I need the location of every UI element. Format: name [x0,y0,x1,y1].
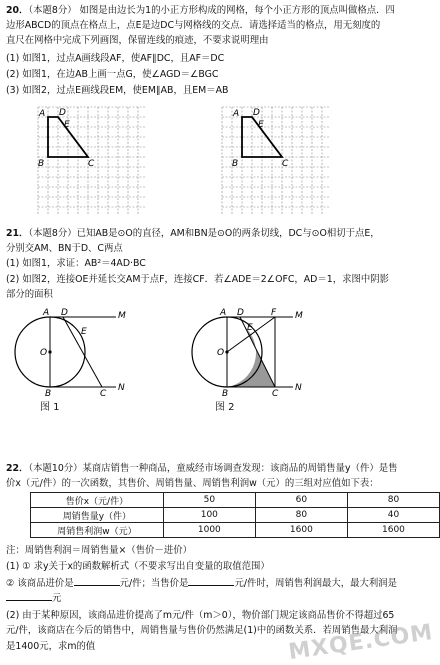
row-label: 周销售量y（件） [31,508,164,523]
q21-item2: (2) 如图2，连接OE并延长交AM于点F，连接CF．若∠ADE＝2∠OFC，AD＝1，求图中阴影 [6,274,389,285]
label-b: B [222,389,229,397]
grid-lines [222,107,330,215]
table-cell: 60 [255,493,347,508]
q21-figure-1 [8,305,136,397]
table-row [31,508,440,523]
table-cell: 80 [347,493,439,508]
table-cell: 1600 [347,523,439,538]
q22-item4: (2) 由于某种原因，该商品进价提高了m元/件（m＞0），物价部门规定该商品售价不得超过65 [6,610,395,621]
sales-table [30,492,440,538]
q20-line1: 20．（本题8分） 如图是由边长为1的小正方形构成的网格，每个小正方形的顶点叫做格点．四 [6,5,395,16]
label-c: C [88,159,95,169]
watermark-logo: MXQE.COM [287,619,436,665]
q20-item2: (2) 如图1，在边AB上画一点G，使∠AGD＝∠BGC [6,69,219,80]
label-d: D [253,108,260,118]
label-m: M [295,311,303,321]
q21-figure-2 [185,305,313,397]
label-b: B [38,159,45,169]
label-e: E [81,327,87,337]
label-e: E [247,323,253,333]
table-cell: 100 [163,508,255,523]
label-d: D [59,108,66,118]
q21-figure-1-caption: 图 1 [40,402,60,413]
answer-blank [74,576,120,586]
table-cell: 80 [255,508,347,523]
q22-item5: 元/件，该商店在今后的销售中，周销售量与售价仍然满足(1)中的函数关系．若周销售最大利润 [6,625,398,636]
label-d: D [237,308,244,318]
q22-number: 22． [6,463,29,474]
label-a: A [39,109,46,119]
q21-item1: (1) 如图1，求证：AB²＝4AD·BC [6,258,146,269]
q20-line2: 边形ABCD的顶点在格点上，点E是边DC与网格线的交点．请选择适当的格点，用无刻度的 [6,20,381,31]
center-dot [48,350,51,353]
label-c: C [272,389,279,397]
label-b: B [45,389,52,397]
label-f: F [271,308,277,318]
q20-figure-1 [36,105,148,217]
q22-item1: (1) ① 求y关于x的函数解析式（不要求写出自变量的取值范围） [6,561,270,572]
label-n: N [295,383,302,393]
label-a: A [233,109,240,119]
answer-blank [188,576,234,586]
label-d: D [61,308,68,318]
label-b: B [232,159,239,169]
q20-item3: (3) 如图2，过点E画线段EM，使EM∥AB，且EM＝AB [6,85,229,96]
answer-blank [6,591,52,601]
q22-line1: 22．（本题10分）某商店销售一种商品，童威经市场调查发现：该商品的周销售量y（件）是售 [6,463,398,474]
q22-item2: ② 该商品进价是 元/件；当售价是 元/件时，周销售利润最大，最大利润是 [6,578,397,589]
table-cell: 50 [163,493,255,508]
table-cell: 40 [347,508,439,523]
row-label: 售价x（元/件） [31,493,164,508]
row-label: 周销售利润w（元） [31,523,164,538]
table-row [31,493,440,508]
q22-note: 注：周销售利润＝周销售量×（售价－进价） [6,545,192,556]
q21-line2: 分别交AM、BN于D、C两点 [6,243,123,254]
q22-item3: 元 [6,591,434,607]
label-a: A [43,308,50,318]
label-m: M [118,311,126,321]
q20-line3: 直尺在网格中完成下列画图，保留连线的痕迹，不要求说明理由 [6,35,269,46]
q22-item6: 是1400元，求m的值 [6,641,96,652]
label-a: A [220,308,227,318]
q20-number: 20． [6,5,29,16]
table-cell: 1000 [163,523,255,538]
label-o: O [40,348,48,358]
q20-item1: (1) 如图1，过点A画线段AF，使AF∥DC，且AF＝DC [6,53,225,64]
label-c: C [282,159,289,169]
table-row [31,523,440,538]
label-e: E [258,120,264,130]
label-e: E [64,120,70,130]
table-cell: 1600 [255,523,347,538]
q21-item3: 部分的面积 [6,289,53,300]
q21-figure-2-caption: 图 2 [215,402,235,413]
label-c: C [100,389,107,397]
q22-line2: 价x（元/件）的一次函数，其售价、周销售量、周销售利润w（元）的三组对应值如下表： [6,478,379,489]
q20-figure-2 [220,105,332,217]
label-o: O [217,348,225,358]
q21-line1: 21．（本题8分）已知AB是⊙O的直径，AM和BN是⊙O的两条切线，DC与⊙O相切于点E， [6,228,380,239]
center-dot [225,350,228,353]
label-n: N [118,383,125,393]
q21-number: 21． [6,228,29,239]
